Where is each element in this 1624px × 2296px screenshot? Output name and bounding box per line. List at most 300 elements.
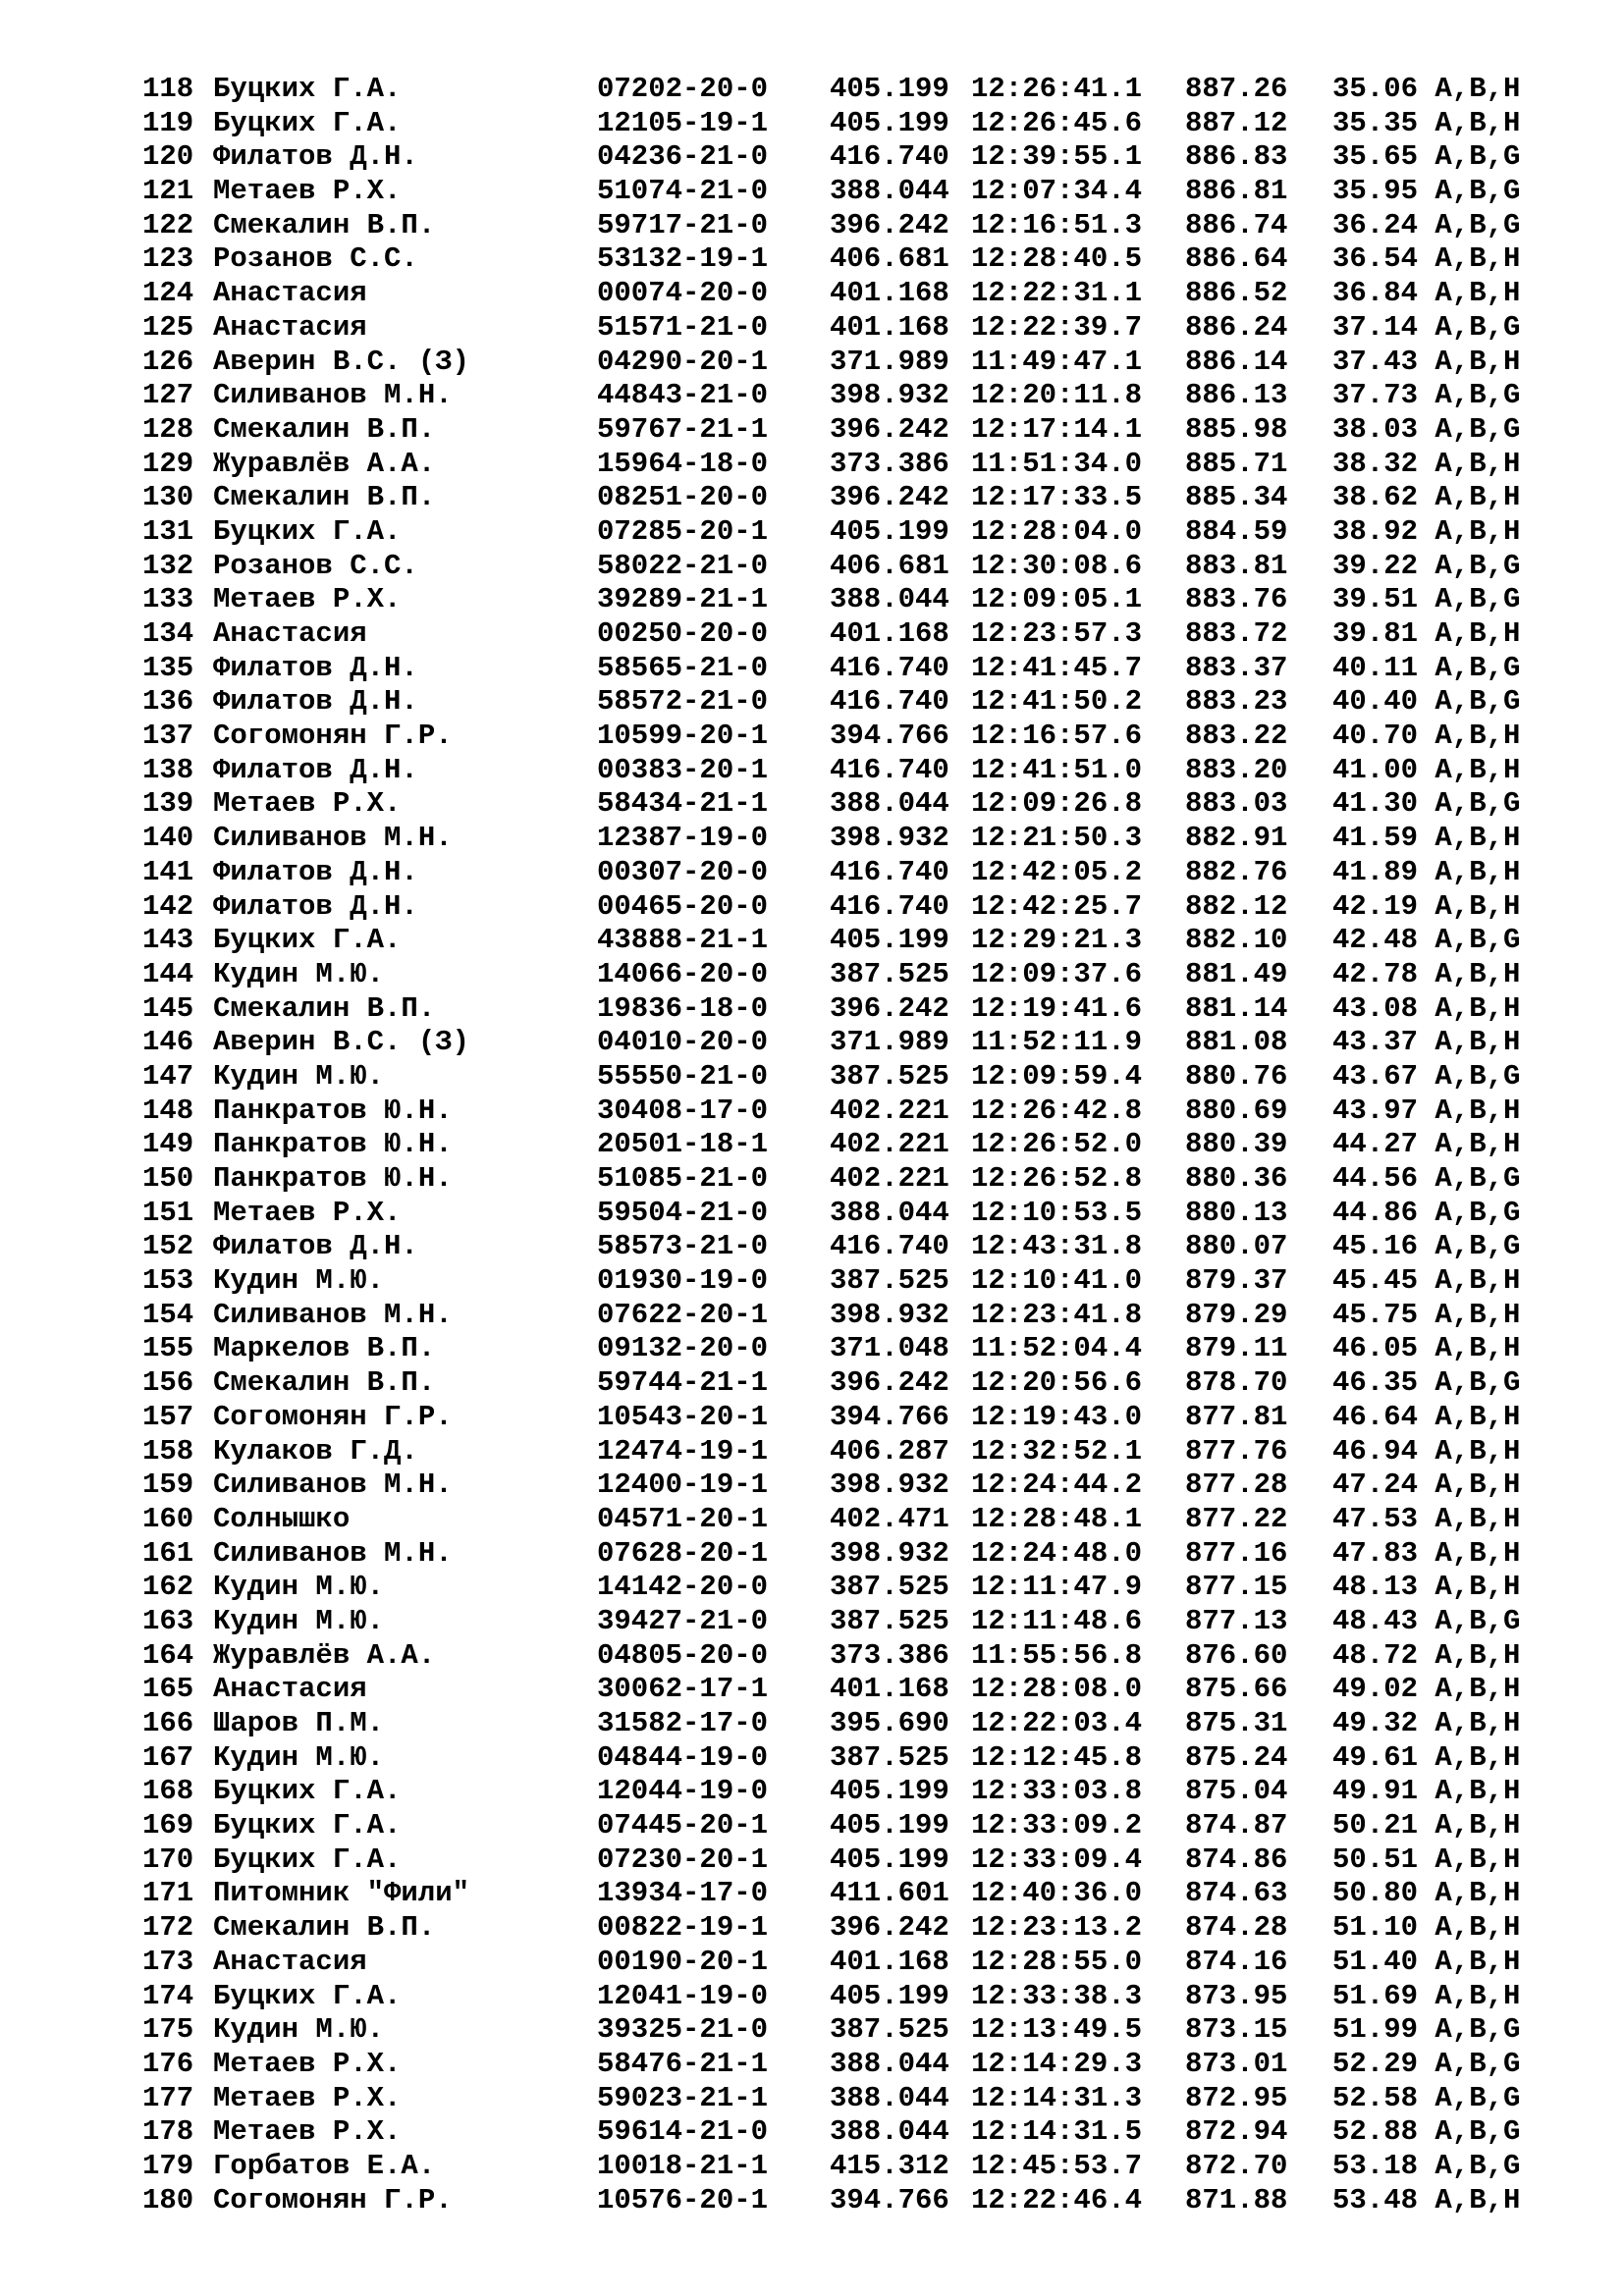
coefficient-cell: 48.72 A,B,H: [1332, 1638, 1521, 1672]
coefficient-cell: 45.16 A,B,G: [1332, 1230, 1521, 1263]
distance-cell: 402.221: [830, 1162, 949, 1195]
speed-cell: 886.83: [1185, 140, 1288, 174]
table-row: [142, 822, 1556, 856]
arrival-time-cell: 12:24:48.0: [971, 1536, 1143, 1570]
table-row: [142, 1162, 1556, 1197]
arrival-time-cell: 12:33:09.2: [971, 1809, 1143, 1842]
coefficient-cell: 38.03 A,B,G: [1332, 412, 1521, 446]
rank-cell: 169: [142, 1809, 194, 1842]
rank-cell: 168: [142, 1775, 194, 1808]
arrival-time-cell: 11:55:56.8: [971, 1638, 1143, 1672]
coefficient-cell: 50.80 A,B,H: [1332, 1877, 1521, 1910]
speed-cell: 878.70: [1185, 1366, 1288, 1400]
ring-number-cell: 00383-20-1: [597, 753, 769, 786]
ring-number-cell: 39325-21-0: [597, 2013, 769, 2047]
coefficient-cell: 41.89 A,B,H: [1332, 855, 1521, 888]
speed-cell: 887.26: [1185, 73, 1288, 105]
ring-number-cell: 31582-17-0: [597, 1707, 769, 1739]
arrival-time-cell: 12:43:31.8: [971, 1230, 1143, 1263]
arrival-time-cell: 12:28:40.5: [971, 242, 1143, 276]
arrival-time-cell: 12:14:29.3: [971, 2047, 1143, 2080]
rank-cell: 129: [142, 447, 194, 480]
ring-number-cell: 00250-20-0: [597, 617, 769, 650]
rank-cell: 173: [142, 1945, 194, 1978]
distance-cell: 371.048: [830, 1332, 949, 1365]
ring-number-cell: 59023-21-1: [597, 2081, 769, 2114]
table-row: [142, 1911, 1556, 1946]
owner-name-cell: Метаев Р.Х.: [213, 175, 402, 208]
arrival-time-cell: 12:28:55.0: [971, 1945, 1143, 1978]
owner-name-cell: Филатов Д.Н.: [213, 140, 418, 174]
distance-cell: 396.242: [830, 412, 949, 446]
distance-cell: 388.044: [830, 175, 949, 208]
speed-cell: 874.63: [1185, 1877, 1288, 1910]
coefficient-cell: 38.32 A,B,H: [1332, 447, 1521, 480]
owner-name-cell: Панкратов Ю.Н.: [213, 1128, 453, 1161]
rank-cell: 151: [142, 1196, 194, 1229]
ring-number-cell: 51571-21-0: [597, 310, 769, 344]
coefficient-cell: 38.62 A,B,H: [1332, 481, 1521, 514]
ring-number-cell: 39289-21-1: [597, 583, 769, 616]
arrival-time-cell: 12:24:44.2: [971, 1468, 1143, 1502]
distance-cell: 387.525: [830, 2013, 949, 2047]
arrival-time-cell: 12:20:56.6: [971, 1366, 1143, 1400]
speed-cell: 873.95: [1185, 1979, 1288, 2012]
speed-cell: 876.60: [1185, 1638, 1288, 1672]
distance-cell: 401.168: [830, 277, 949, 310]
coefficient-cell: 36.24 A,B,G: [1332, 208, 1521, 241]
speed-cell: 871.88: [1185, 2183, 1288, 2216]
distance-cell: 396.242: [830, 991, 949, 1025]
coefficient-cell: 51.40 A,B,H: [1332, 1945, 1521, 1978]
speed-cell: 874.16: [1185, 1945, 1288, 1978]
arrival-time-cell: 12:19:43.0: [971, 1400, 1143, 1433]
ring-number-cell: 58572-21-0: [597, 685, 769, 719]
rank-cell: 179: [142, 2149, 194, 2182]
table-row: [142, 617, 1556, 652]
ring-number-cell: 04844-19-0: [597, 1740, 769, 1774]
table-row: [142, 2115, 1556, 2150]
owner-name-cell: Кудин М.Ю.: [213, 957, 385, 990]
table-row: [142, 1503, 1556, 1537]
table-row: [142, 1537, 1556, 1572]
owner-name-cell: Буцких Г.А.: [213, 1809, 402, 1842]
rank-cell: 154: [142, 1298, 194, 1331]
rank-cell: 140: [142, 822, 194, 855]
speed-cell: 880.76: [1185, 1059, 1288, 1093]
rank-cell: 143: [142, 924, 194, 957]
table-row: [142, 924, 1556, 958]
coefficient-cell: 36.54 A,B,H: [1332, 242, 1521, 276]
speed-cell: 881.49: [1185, 957, 1288, 990]
distance-cell: 398.932: [830, 1298, 949, 1331]
speed-cell: 872.95: [1185, 2081, 1288, 2114]
distance-cell: 388.044: [830, 2115, 949, 2149]
distance-cell: 401.168: [830, 310, 949, 344]
owner-name-cell: Буцких Г.А.: [213, 1842, 402, 1876]
owner-name-cell: Согомонян Г.Р.: [213, 1400, 453, 1433]
owner-name-cell: Смекалин В.П.: [213, 481, 436, 514]
table-row: [142, 175, 1556, 209]
ring-number-cell: 00307-20-0: [597, 855, 769, 888]
table-row: [142, 73, 1556, 107]
table-row: [142, 209, 1556, 243]
table-row: [142, 958, 1556, 992]
rank-cell: 159: [142, 1468, 194, 1502]
table-row: [142, 1741, 1556, 1776]
arrival-time-cell: 12:26:42.8: [971, 1094, 1143, 1127]
speed-cell: 874.86: [1185, 1842, 1288, 1876]
coefficient-cell: 51.69 A,B,H: [1332, 1979, 1521, 2012]
table-row: [142, 140, 1556, 175]
speed-cell: 886.52: [1185, 277, 1288, 310]
distance-cell: 388.044: [830, 2047, 949, 2080]
coefficient-cell: 49.91 A,B,H: [1332, 1775, 1521, 1808]
table-row: [142, 448, 1556, 482]
arrival-time-cell: 12:41:45.7: [971, 651, 1143, 684]
distance-cell: 401.168: [830, 617, 949, 650]
distance-cell: 416.740: [830, 140, 949, 174]
table-row: [142, 1707, 1556, 1741]
ring-number-cell: 55550-21-0: [597, 1059, 769, 1093]
distance-cell: 398.932: [830, 379, 949, 412]
arrival-time-cell: 12:11:47.9: [971, 1571, 1143, 1604]
table-row: [142, 1060, 1556, 1095]
rank-cell: 146: [142, 1026, 194, 1059]
coefficient-cell: 49.02 A,B,H: [1332, 1673, 1521, 1706]
arrival-time-cell: 12:22:31.1: [971, 277, 1143, 310]
owner-name-cell: Кудин М.Ю.: [213, 1740, 385, 1774]
rank-cell: 166: [142, 1707, 194, 1739]
table-row: [142, 754, 1556, 788]
distance-cell: 416.740: [830, 855, 949, 888]
ring-number-cell: 30408-17-0: [597, 1094, 769, 1127]
coefficient-cell: 43.37 A,B,H: [1332, 1026, 1521, 1059]
speed-cell: 883.22: [1185, 720, 1288, 753]
ring-number-cell: 09132-20-0: [597, 1332, 769, 1365]
distance-cell: 398.932: [830, 1536, 949, 1570]
owner-name-cell: Шаров П.М.: [213, 1707, 385, 1739]
coefficient-cell: 44.86 A,B,G: [1332, 1196, 1521, 1229]
coefficient-cell: 46.35 A,B,G: [1332, 1366, 1521, 1400]
speed-cell: 886.13: [1185, 379, 1288, 412]
distance-cell: 416.740: [830, 1230, 949, 1263]
owner-name-cell: Силиванов М.Н.: [213, 822, 453, 855]
coefficient-cell: 35.65 A,B,G: [1332, 140, 1521, 174]
speed-cell: 875.66: [1185, 1673, 1288, 1706]
arrival-time-cell: 12:22:39.7: [971, 310, 1143, 344]
speed-cell: 880.36: [1185, 1162, 1288, 1195]
rank-cell: 134: [142, 617, 194, 650]
speed-cell: 877.81: [1185, 1400, 1288, 1433]
arrival-time-cell: 12:22:46.4: [971, 2183, 1143, 2216]
distance-cell: 398.932: [830, 1468, 949, 1502]
speed-cell: 875.04: [1185, 1775, 1288, 1808]
owner-name-cell: Силиванов М.Н.: [213, 1298, 453, 1331]
coefficient-cell: 40.40 A,B,G: [1332, 685, 1521, 719]
distance-cell: 395.690: [830, 1707, 949, 1739]
arrival-time-cell: 12:41:50.2: [971, 685, 1143, 719]
coefficient-cell: 39.81 A,B,H: [1332, 617, 1521, 650]
speed-cell: 881.08: [1185, 1026, 1288, 1059]
rank-cell: 177: [142, 2081, 194, 2114]
owner-name-cell: Согомонян Г.Р.: [213, 720, 453, 753]
coefficient-cell: 46.64 A,B,H: [1332, 1400, 1521, 1433]
ring-number-cell: 19836-18-0: [597, 991, 769, 1025]
table-row: [142, 481, 1556, 515]
owner-name-cell: Кудин М.Ю.: [213, 2013, 385, 2047]
rank-cell: 137: [142, 720, 194, 753]
ring-number-cell: 13934-17-0: [597, 1877, 769, 1910]
table-row: [142, 1128, 1556, 1162]
coefficient-cell: 40.11 A,B,G: [1332, 651, 1521, 684]
arrival-time-cell: 12:26:52.8: [971, 1162, 1143, 1195]
arrival-time-cell: 12:19:41.6: [971, 991, 1143, 1025]
arrival-time-cell: 12:10:53.5: [971, 1196, 1143, 1229]
ring-number-cell: 00190-20-1: [597, 1945, 769, 1978]
table-row: [142, 311, 1556, 346]
owner-name-cell: Панкратов Ю.Н.: [213, 1162, 453, 1195]
rank-cell: 174: [142, 1979, 194, 2012]
owner-name-cell: Филатов Д.Н.: [213, 685, 418, 719]
rank-cell: 150: [142, 1162, 194, 1195]
coefficient-cell: 51.10 A,B,H: [1332, 1911, 1521, 1945]
distance-cell: 406.287: [830, 1434, 949, 1468]
rank-cell: 158: [142, 1434, 194, 1468]
coefficient-cell: 43.97 A,B,H: [1332, 1094, 1521, 1127]
speed-cell: 885.98: [1185, 412, 1288, 446]
ring-number-cell: 07622-20-1: [597, 1298, 769, 1331]
arrival-time-cell: 12:17:33.5: [971, 481, 1143, 514]
rank-cell: 167: [142, 1740, 194, 1774]
rank-cell: 149: [142, 1128, 194, 1161]
rank-cell: 125: [142, 310, 194, 344]
rank-cell: 136: [142, 685, 194, 719]
distance-cell: 401.168: [830, 1945, 949, 1978]
rank-cell: 156: [142, 1366, 194, 1400]
distance-cell: 396.242: [830, 481, 949, 514]
speed-cell: 883.03: [1185, 787, 1288, 821]
coefficient-cell: 49.61 A,B,H: [1332, 1740, 1521, 1774]
rank-cell: 160: [142, 1502, 194, 1535]
rank-cell: 176: [142, 2047, 194, 2080]
arrival-time-cell: 12:30:08.6: [971, 549, 1143, 582]
coefficient-cell: 53.48 A,B,H: [1332, 2183, 1521, 2216]
owner-name-cell: Филатов Д.Н.: [213, 889, 418, 923]
rank-cell: 164: [142, 1638, 194, 1672]
rank-cell: 161: [142, 1536, 194, 1570]
distance-cell: 416.740: [830, 889, 949, 923]
speed-cell: 877.76: [1185, 1434, 1288, 1468]
arrival-time-cell: 12:12:45.8: [971, 1740, 1143, 1774]
arrival-time-cell: 12:33:03.8: [971, 1775, 1143, 1808]
arrival-time-cell: 12:40:36.0: [971, 1877, 1143, 1910]
owner-name-cell: Кудин М.Ю.: [213, 1264, 385, 1298]
distance-cell: 405.199: [830, 1842, 949, 1876]
table-row: [142, 856, 1556, 890]
owner-name-cell: Силиванов М.Н.: [213, 1536, 453, 1570]
coefficient-cell: 52.58 A,B,G: [1332, 2081, 1521, 2114]
arrival-time-cell: 12:28:04.0: [971, 514, 1143, 548]
table-row: [142, 2048, 1556, 2082]
ring-number-cell: 00822-19-1: [597, 1911, 769, 1945]
rank-cell: 131: [142, 514, 194, 548]
ring-number-cell: 58476-21-1: [597, 2047, 769, 2080]
distance-cell: 405.199: [830, 73, 949, 105]
owner-name-cell: Смекалин В.П.: [213, 412, 436, 446]
speed-cell: 886.64: [1185, 242, 1288, 276]
owner-name-cell: Розанов С.С.: [213, 242, 418, 276]
arrival-time-cell: 11:52:11.9: [971, 1026, 1143, 1059]
owner-name-cell: Анастасия: [213, 1945, 367, 1978]
ring-number-cell: 04236-21-0: [597, 140, 769, 174]
owner-name-cell: Буцких Г.А.: [213, 1979, 402, 2012]
speed-cell: 886.81: [1185, 175, 1288, 208]
speed-cell: 880.13: [1185, 1196, 1288, 1229]
rank-cell: 180: [142, 2183, 194, 2216]
table-row: [142, 1468, 1556, 1503]
distance-cell: 388.044: [830, 2081, 949, 2114]
speed-cell: 883.20: [1185, 753, 1288, 786]
ring-number-cell: 59717-21-0: [597, 208, 769, 241]
owner-name-cell: Метаев Р.Х.: [213, 1196, 402, 1229]
owner-name-cell: Питомник "Фили": [213, 1877, 470, 1910]
ring-number-cell: 51074-21-0: [597, 175, 769, 208]
table-row: [142, 550, 1556, 584]
table-row: [142, 1095, 1556, 1129]
owner-name-cell: Смекалин В.П.: [213, 1911, 436, 1945]
owner-name-cell: Метаев Р.Х.: [213, 2115, 402, 2149]
ring-number-cell: 58565-21-0: [597, 651, 769, 684]
owner-name-cell: Журавлёв А.А.: [213, 447, 436, 480]
ring-number-cell: 58573-21-0: [597, 1230, 769, 1263]
distance-cell: 394.766: [830, 2183, 949, 2216]
table-row: [142, 1401, 1556, 1435]
speed-cell: 875.31: [1185, 1707, 1288, 1739]
ring-number-cell: 07285-20-1: [597, 514, 769, 548]
table-row: [142, 1980, 1556, 2014]
coefficient-cell: 51.99 A,B,G: [1332, 2013, 1521, 2047]
table-row: [142, 515, 1556, 550]
speed-cell: 880.39: [1185, 1128, 1288, 1161]
distance-cell: 405.199: [830, 1809, 949, 1842]
ring-number-cell: 04571-20-1: [597, 1502, 769, 1535]
owner-name-cell: Анастасия: [213, 310, 367, 344]
arrival-time-cell: 12:41:51.0: [971, 753, 1143, 786]
ring-number-cell: 53132-19-1: [597, 242, 769, 276]
speed-cell: 883.37: [1185, 651, 1288, 684]
arrival-time-cell: 12:14:31.5: [971, 2115, 1143, 2149]
coefficient-cell: 52.88 A,B,G: [1332, 2115, 1521, 2149]
ring-number-cell: 12400-19-1: [597, 1468, 769, 1502]
table-row: [142, 2082, 1556, 2116]
speed-cell: 882.76: [1185, 855, 1288, 888]
owner-name-cell: Журавлёв А.А.: [213, 1638, 436, 1672]
owner-name-cell: Смекалин В.П.: [213, 991, 436, 1025]
rank-cell: 155: [142, 1332, 194, 1365]
table-row: [142, 1435, 1556, 1469]
arrival-time-cell: 12:23:13.2: [971, 1911, 1143, 1945]
arrival-time-cell: 12:26:52.0: [971, 1128, 1143, 1161]
arrival-time-cell: 12:09:59.4: [971, 1059, 1143, 1093]
coefficient-cell: 37.43 A,B,H: [1332, 345, 1521, 378]
speed-cell: 883.76: [1185, 583, 1288, 616]
owner-name-cell: Аверин В.С. (З): [213, 1026, 470, 1059]
coefficient-cell: 47.24 A,B,H: [1332, 1468, 1521, 1502]
table-row: [142, 1332, 1556, 1366]
arrival-time-cell: 12:20:11.8: [971, 379, 1143, 412]
coefficient-cell: 41.00 A,B,H: [1332, 753, 1521, 786]
speed-cell: 880.69: [1185, 1094, 1288, 1127]
rank-cell: 135: [142, 651, 194, 684]
ring-number-cell: 07230-20-1: [597, 1842, 769, 1876]
rank-cell: 123: [142, 242, 194, 276]
owner-name-cell: Согомонян Г.Р.: [213, 2183, 453, 2216]
speed-cell: 887.12: [1185, 106, 1288, 139]
ring-number-cell: 07202-20-0: [597, 73, 769, 105]
speed-cell: 877.13: [1185, 1604, 1288, 1637]
coefficient-cell: 45.45 A,B,H: [1332, 1264, 1521, 1298]
speed-cell: 874.87: [1185, 1809, 1288, 1842]
ring-number-cell: 07445-20-1: [597, 1809, 769, 1842]
ring-number-cell: 10543-20-1: [597, 1400, 769, 1433]
ring-number-cell: 01930-19-0: [597, 1264, 769, 1298]
speed-cell: 885.34: [1185, 481, 1288, 514]
ring-number-cell: 07628-20-1: [597, 1536, 769, 1570]
speed-cell: 879.29: [1185, 1298, 1288, 1331]
arrival-time-cell: 12:32:52.1: [971, 1434, 1143, 1468]
distance-cell: 406.681: [830, 242, 949, 276]
speed-cell: 882.10: [1185, 924, 1288, 957]
arrival-time-cell: 11:52:04.4: [971, 1332, 1143, 1365]
rank-cell: 124: [142, 277, 194, 310]
rank-cell: 138: [142, 753, 194, 786]
coefficient-cell: 39.51 A,B,G: [1332, 583, 1521, 616]
speed-cell: 884.59: [1185, 514, 1288, 548]
owner-name-cell: Метаев Р.Х.: [213, 2047, 402, 2080]
speed-cell: 877.28: [1185, 1468, 1288, 1502]
table-row: [142, 1366, 1556, 1401]
rank-cell: 145: [142, 991, 194, 1025]
rank-cell: 175: [142, 2013, 194, 2047]
rank-cell: 148: [142, 1094, 194, 1127]
owner-name-cell: Буцких Г.А.: [213, 1775, 402, 1808]
table-row: [142, 787, 1556, 822]
ring-number-cell: 12044-19-0: [597, 1775, 769, 1808]
arrival-time-cell: 12:23:57.3: [971, 617, 1143, 650]
table-row: [142, 2150, 1556, 2184]
distance-cell: 416.740: [830, 685, 949, 719]
coefficient-cell: 48.13 A,B,H: [1332, 1571, 1521, 1604]
coefficient-cell: 44.56 A,B,G: [1332, 1162, 1521, 1195]
coefficient-cell: 42.19 A,B,H: [1332, 889, 1521, 923]
owner-name-cell: Силиванов М.Н.: [213, 1468, 453, 1502]
owner-name-cell: Солнышко: [213, 1502, 351, 1535]
arrival-time-cell: 12:10:41.0: [971, 1264, 1143, 1298]
coefficient-cell: 50.21 A,B,H: [1332, 1809, 1521, 1842]
arrival-time-cell: 12:45:53.7: [971, 2149, 1143, 2182]
table-row: [142, 1809, 1556, 1843]
arrival-time-cell: 12:33:09.4: [971, 1842, 1143, 1876]
ring-number-cell: 58022-21-0: [597, 549, 769, 582]
table-row: [142, 1230, 1556, 1264]
ring-number-cell: 44843-21-0: [597, 379, 769, 412]
distance-cell: 398.932: [830, 822, 949, 855]
coefficient-cell: 44.27 A,B,H: [1332, 1128, 1521, 1161]
arrival-time-cell: 12:09:26.8: [971, 787, 1143, 821]
owner-name-cell: Анастасия: [213, 1673, 367, 1706]
coefficient-cell: 46.94 A,B,H: [1332, 1434, 1521, 1468]
